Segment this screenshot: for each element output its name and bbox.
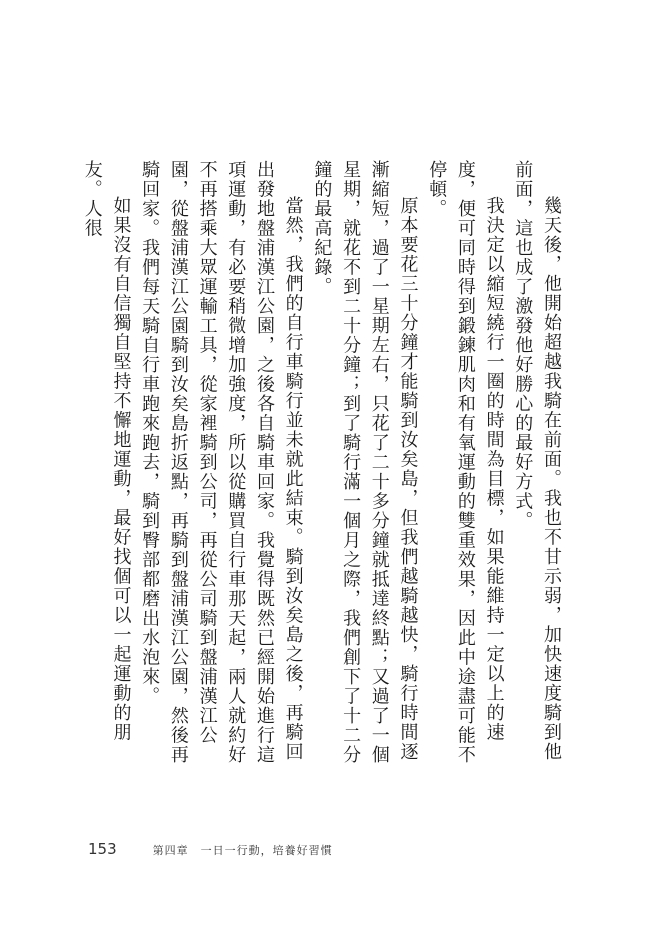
paragraph-5: 如果沒有自信獨自堅持不懈地運動，最好找個可以一起運動的朋友。人很 [81, 160, 132, 742]
paragraph-3: 原本要花三十分鐘才能騎到汝矣島，但我們越騎越快，騎行時間逐漸縮短，過了一星期左右，只花了二十多分鐘就抵達終點；又過了一個星期，就花不到二十分鐘；到了騎行滿一個月之際，我們創下了十二分鐘的最高紀錄。 [311, 160, 419, 765]
paragraph-1: 幾天後，他開始超越我騎在前面。我也不甘示弱，加快速度騎到他前面，這也成了激發他好勝心的最好方式。 [512, 160, 562, 762]
vertical-body-text [77, 160, 565, 780]
paragraph-2: 我決定以縮短繞行一圈的時間為目標，如果能維持一定以上的速度，便可同時得到鍛鍊肌肉和有氧運動的雙重效果，因此中途盡可能不停頓。 [426, 160, 505, 765]
running-head: 第四章 一日一行動，培養好習慣 [152, 844, 333, 857]
page-footer [88, 840, 333, 858]
page-number: 153 [88, 840, 117, 858]
paragraph-4: 當然，我們的自行車騎行並未就此結束。騎到汝矣島之後，再騎回出發地盤浦漢江公園，之後各自騎車回家。我覺得既然已經開始進行這項運動，有必要稍微增加強度，所以從購買自行車那天起，兩人就約好不再搭乘大眾運輸工具，從家裡騎到公司，再從公司騎到盤浦漢江公園，從盤浦漢江公園騎到汝矣島折返點，再騎到盤浦漢江公園，然後再騎回家。我們每天騎自行車跑來跑去，騎到臀部都磨出水泡來。 [139, 160, 304, 765]
